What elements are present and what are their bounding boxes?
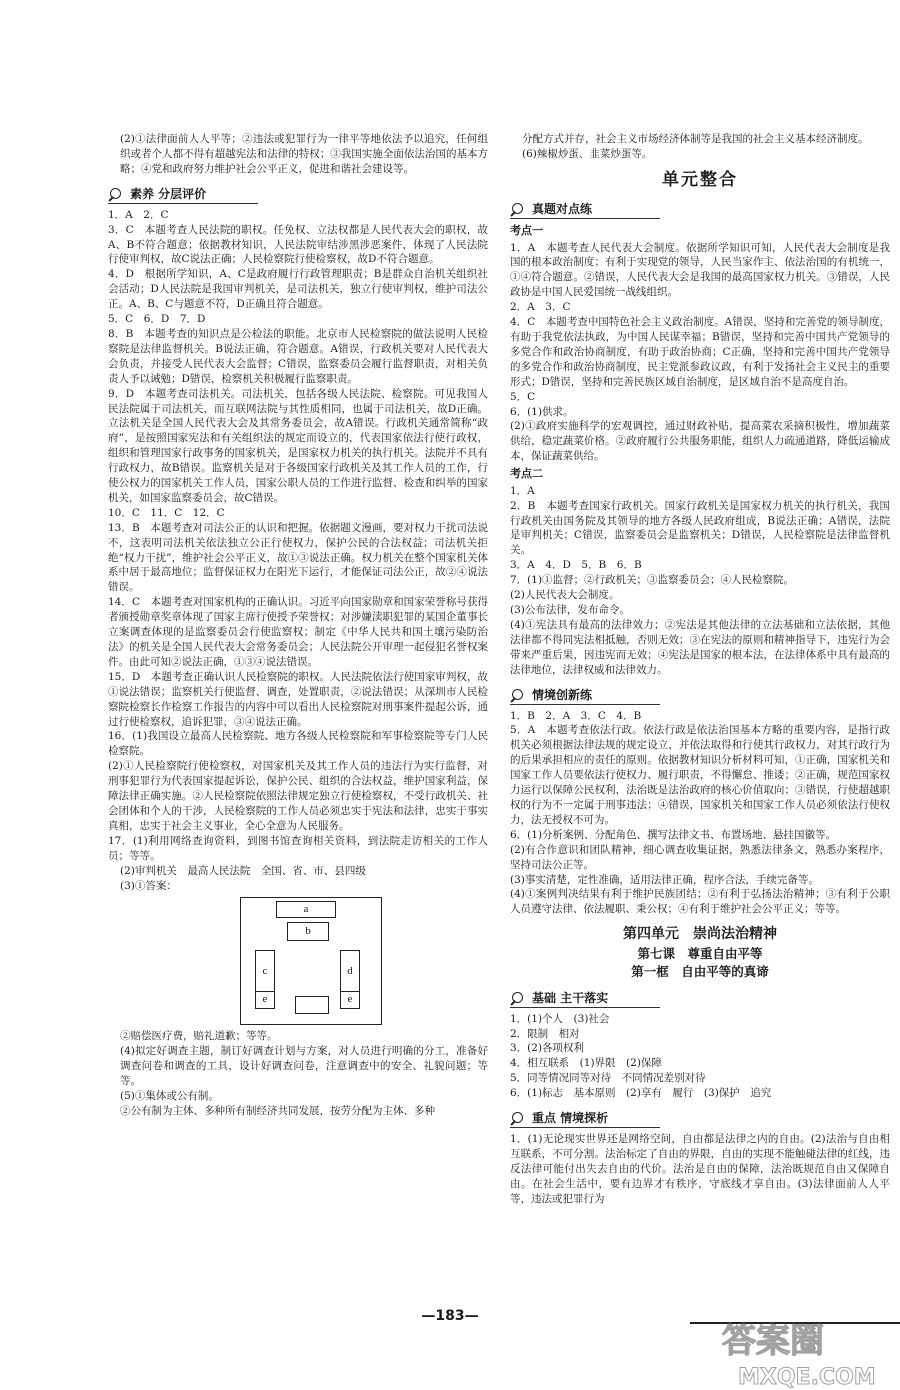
answer-item: 17．(1)利用网络查询资料，到图书馆查询相关资料，到法院走访相关的工作人员；等等。 xyxy=(108,834,488,862)
answer-item: ②公有制为主体、多种所有制经济共同发展，按劳分配为主体、多种 xyxy=(120,1104,435,1117)
answer-item: (5)①集体或公有制。 xyxy=(120,1090,219,1103)
answer-item: 7．(1)①监督；②行政机关；③监察委员会；④人民检察院。 xyxy=(510,574,795,587)
answer-item: 1．A 本题考查人民代表大会制度。依据所学知识可知，人民代表大会制度是我国的根本政治制度；有利于实现党的领导，人民当家作主、依法治国的有机统一，①④符合题意。②错误，人民代表大会是我国的最高国家权力机关。③错误，人民政协是中国人民爱国统一战线组织。 xyxy=(510,241,890,299)
answer-item: 6．(1)分析案例、分配角色、撰写法律文书、布置场地、悬挂国徽等。 xyxy=(510,828,837,841)
answer-item: 5．C 6．D 7．D xyxy=(108,313,206,326)
answer-item: 1．B 2．A 3．C 4．B xyxy=(510,709,642,722)
answer-item: 16．(1)我国设立最高人民检察院、地方各级人民检察院和军事检察院等专门人民检察院。 xyxy=(108,730,488,758)
magnifier-icon xyxy=(510,1111,528,1127)
page-number: —183— xyxy=(421,1308,479,1324)
answer-item: 5．A 本题考查依法行政。依法行政是依法治国基本方略的重要内容，是指行政机关必须根据法律法规的规定设立，并依法取得和行使其行政权力，对其行政行为的后果承担相应的责任的原则。依据教材知识分析材料可知，①正确，国家机关和国家工作人员要依法行使权力、履行职责，不得懈怠、推诿；②正确，规范国家权力运行以保障公民权利，法治既是法治政府的核心价值取向；③错误，行使超越职权的行为不一定属于刑事违法；④错误，国家机关和国家工作人员必须依法行使权力，法无授权不可为。 xyxy=(510,724,890,826)
left-intro xyxy=(108,132,488,177)
answer-item: (3)①答案： xyxy=(120,879,177,892)
courtroom-layout-diagram xyxy=(240,897,382,1025)
answer-item: (2)人民代表大会制度。 xyxy=(510,589,620,602)
frame-title: 第一框 自由平等的真谛 xyxy=(631,963,769,979)
answer-item: (2)①政府实施科学的宏观调控，通过财政补贴，提高菜农采摘积极性，增加蔬菜供给，稳定蔬菜价格。②政府履行公共服务职能，组织人力疏通道路，降低运输成本，保证蔬菜供给。 xyxy=(510,420,890,463)
diagram-box-e-left: e xyxy=(255,990,275,1009)
answer-item: (2)①人民检察院行使检察权，对国家机关及其工作人员的违法行为实行监督，对刑事犯罪行为代表国家提起诉讼，保护公民、组织的合法权益，维护国家利益，保障法律正确实施。②人民检察院依照法律规定独立行使检察权，不受行政机关、社会团体和个人的干涉，人民检察院的工作人员必须忠实于宪法和法律，忠实于事实真相，忠实于社会主义事业，全心全意为人民服务。 xyxy=(108,760,488,832)
answer-item: 2．限制 相对 xyxy=(510,1027,580,1040)
answer-item: (3)事实清楚，定性准确，适用法律正确，程序合法，手续完备等。 xyxy=(510,873,819,886)
magnifier-icon xyxy=(510,991,528,1007)
lesson-title: 第七课 尊重自由平等 xyxy=(637,946,763,962)
answer-item: 分配方式并存，社会主义市场经济体制等是我国的社会主义基本经济制度。 xyxy=(522,133,869,145)
svg-text:答案圈: 答案圈 xyxy=(722,1321,824,1361)
answer-list xyxy=(108,208,488,864)
answer-item: (6)辣椒炒蛋、韭菜炒蛋等。 xyxy=(522,147,653,160)
answer-item: 5．C xyxy=(510,390,536,403)
answer-list xyxy=(510,1012,890,1101)
answer-item: 1．A 2．C xyxy=(108,208,169,221)
answer-item: 2．B 本题考查国家行政机关。国家行政机关是国家权力机关的执行机关，我国行政机关由国务院及其领导的地方各级人民政府组成，B说法正确；A错误，法院是审判机关；C错误，监察委员会是监察机关；D错误，人民检察院是法律监督机关。 xyxy=(510,499,890,557)
right-intro xyxy=(510,132,890,162)
right-column xyxy=(510,132,890,1207)
answer-item: (4)①宪法具有最高的法律效力；②宪法是其他法律的立法基础和立法依据，其他法律都不得同宪法相抵触，否则无效；③在宪法的原则和精神指导下，违宪行为会带来严重后果，因违宪而无效；④宪法是国家的根本法，在法律体系中具有最高的法律地位，法律权威和法律效力。 xyxy=(510,618,890,676)
section-title: 基础 主干落实 xyxy=(532,990,609,1005)
answer-item: 4．C 本题考查中国特色社会主义政治制度。A错误，坚持和完善党的领导制度，有助于我党依法执政，为中国人民谋幸福；B错误，坚持和完善中国共产党领导的多党合作和政治协商制度，有助于政治协商；C正确，坚持和完善中国共产党领导的多党合作和政治协商制度，民主党派参政议政，有利于发扬社会主义民主的重要形式；D错误，坚持和完善民族区域自治制度，是区域自治不是高度自治。 xyxy=(510,316,890,388)
diagram-box-c: c xyxy=(255,950,275,992)
answer-item: 10．C 11．C 12．C xyxy=(108,506,225,519)
watermark-logo xyxy=(718,1312,900,1390)
section-title: 素养 分层评价 xyxy=(130,186,207,201)
answer-item: 13．B 本题考查对司法公正的认识和把握。依据题文漫画，要对权力干扰司法说不，这表明司法机关依法独立公正行使权力，保护公民的合法权益；司法机关拒绝“权力干扰”，维护社会公平正义，故①③说法正确。权力机关在整个国家机关体系中居于最高地位；监督保证权力在阳光下运行，才能保证司法公正，故②④说法错误。 xyxy=(108,521,488,594)
answer-list xyxy=(510,1132,890,1207)
answer-item: (4)拟定好调查主题，制订好调查计划与方案，对人员进行明确的分工，准备好调查问卷和调查的工具，设计好调查问卷，注意调查中的安全、礼貌问题；等等。 xyxy=(120,1045,488,1088)
answer-item: 15．D 本题考查正确认识人民检察院的职权。人民法院依法行使国家审判权，故①说法错误；监察机关行使监督、调查，处置职责，②说法错误；从深圳市人民检察院检察长作检察工作报告的内容中可以看出人民检察院对刑事案件提起公诉，通过行使检察权，追诉犯罪，③④说法正确。 xyxy=(108,670,488,728)
diagram-box-a: a xyxy=(276,901,336,918)
answer-item: 3．C 本题考查人民法院的职权。任免权、立法权都是人民代表大会的职权，故A、B不符合题意；依据教材知识，人民法院审结涉黑涉恶案件，体现了人民法院行使审判权，故C说法正确；人民检察院行使检察权，故D不符合题意。 xyxy=(108,223,488,266)
unit-four-title: 第四单元 崇尚法治精神 xyxy=(623,926,777,943)
kaodian-heading: 考点一 xyxy=(510,223,543,237)
answer-item: ②赔偿医疗费，赔礼道歉；等等。 xyxy=(120,1030,278,1043)
answer-item: 4．相互联系 (1)界限 (2)保障 xyxy=(510,1057,662,1070)
left-column xyxy=(108,132,488,1119)
svg-text:MXQE.COM: MXQE.COM xyxy=(738,1365,876,1390)
section-header-layered-eval xyxy=(108,183,258,204)
diagram-box-d: d xyxy=(340,950,360,992)
magnifier-icon xyxy=(510,202,528,218)
answer-item: (3)公布法律，发布命令。 xyxy=(510,604,630,616)
magnifier-icon xyxy=(510,688,528,704)
section-title: 真题对点练 xyxy=(532,201,593,216)
unit-summary-title: 单元整合 xyxy=(662,169,738,190)
answer-item: 1．(1)无论现实世界还是网络空间，自由都是法律之内的自由。(2)法治与自由相互联系，不可分割。法治标定了自由的界限，自由的实现不能触碰法律的红线，违反法律可能付出失去自由的代价。法治是自由的保障，法治既规范自由又保障自由。在社会生活中，要有边界才有秩序，守底线才享自由。(3)法律面前人人平等，违法或犯罪行为 xyxy=(510,1133,890,1205)
answer-item: 14．C 本题考查对国家机构的正确认识。习近平向国家勋章和国家荣誉称号获得者颁授勋章奖章体现了国家主席行使授予荣誉权；对涉嫌渎职犯罪的某国企董事长立案调查体现的是监察委员会行使监察权；制定《中华人民共和国土壤污染防治法》的机关是全国人民代表大会常务委员会；人民法院公开审理一起侵犯名誉权案件。由此可知②说法正确，①③④说法错误。 xyxy=(108,596,488,668)
answer-list xyxy=(510,241,890,465)
answer-item: 9．D 本题考查司法机关。司法机关，包括各级人民法院、检察院。可见我国人民法院属于司法机关，而互联网法院与其性质相同，也属于司法机关，故D正确。立法机关是全国人民代表大会及其常务委员会，故A错误。行政机关通常简称“政府”，是按照国家宪法和有关组织法的规定而设立的，代表国家依法行使行政权，组织和管理国家行政事务的国家机关，是国家权力机关的执行机关。法院并不具有行政权力，故B错误。监察机关是对于各级国家行政机关及其工作人员的工作，行使公权力的国家机关工作人员，国家公职人员的工作进行监督、检查和纠举的国家机关，如国家监察委员会，故C错误。 xyxy=(108,387,488,504)
answer-item: (4)①案例判决结果有利于维护民族团结；②有利于弘扬法治精神；③有利于公职人员遵守法律、依法履职、秉公权；④有利于维护社会公平正义；等等。 xyxy=(510,888,890,916)
section-header-real-questions xyxy=(510,198,660,219)
answer-item: 2．A 3．C xyxy=(510,301,571,314)
answer-item: (2)审判机关 最高人民法院 全国、省、市、县四级 xyxy=(120,864,366,877)
answer-list-continued xyxy=(108,1029,488,1118)
answer-item: 4．D 根据所学知识，A、C是政府履行行政管理职责；B是群众自治机关组织社会活动；D人民法院是我国审判机关，是司法机关，独立行使审判权，维护司法公正。A、B、C与题意不符，D正确且符合题意。 xyxy=(108,268,488,311)
section-title: 情境创新练 xyxy=(532,687,593,702)
answer-list xyxy=(510,709,890,918)
answer-item: 5．同等情况同等对待 不同情况差别对待 xyxy=(510,1072,706,1085)
kaodian-heading: 考点二 xyxy=(510,467,543,481)
answer-item: (2)有合作意识和团队精神，细心调查收集证据，熟悉法律条文，熟悉办案程序，坚持司法公正等。 xyxy=(510,843,890,871)
answer-item: 1．(1)个人 (3)社会 xyxy=(510,1012,610,1025)
answer-item: 1．A xyxy=(510,484,535,497)
diagram-box-b: b xyxy=(287,922,329,941)
diagram-box-e-right: e xyxy=(340,990,360,1009)
answer-item: 3．(2)各项权利 xyxy=(510,1042,585,1055)
answer-list xyxy=(510,484,890,678)
section-header-key-points xyxy=(510,1107,660,1128)
section-header-innovation xyxy=(510,684,660,705)
diagram-box-bottom xyxy=(295,996,329,1014)
section-header-basics xyxy=(510,987,660,1008)
answer-item: 3．A 4．D 5．B 6．B xyxy=(510,559,642,572)
answer-item: 6．(1)标志 基本原则 (2)享有 履行 (3)保护 追究 xyxy=(510,1087,772,1100)
answer-item: 6．(1)供求。 xyxy=(510,405,574,418)
answer-item: (2)①法律面前人人平等；②违法或犯罪行为一律平等地依法予以追究，任何组织或者个人都不得有超越宪法和法律的特权；③我国实施全面依法治国的基本方略；④党和政府努力维护社会公平正义，促进和谐社会建设等。 xyxy=(120,133,488,175)
magnifier-icon xyxy=(108,187,126,203)
answer-item: 8．B 本题考查的知识点是公检法的职能。北京市人民检察院的做法说明人民检察院是法律监督机关。B说法正确，符合题意。A错误，行政机关要对人民代表大会负责，并接受人民代表大会监督；C错误，监察委员会履行监督职责，对相关负责人予以诫勉；D错误，检察机关积极履行监察职责。 xyxy=(108,327,488,385)
section-title: 重点 情境探析 xyxy=(532,1111,609,1125)
